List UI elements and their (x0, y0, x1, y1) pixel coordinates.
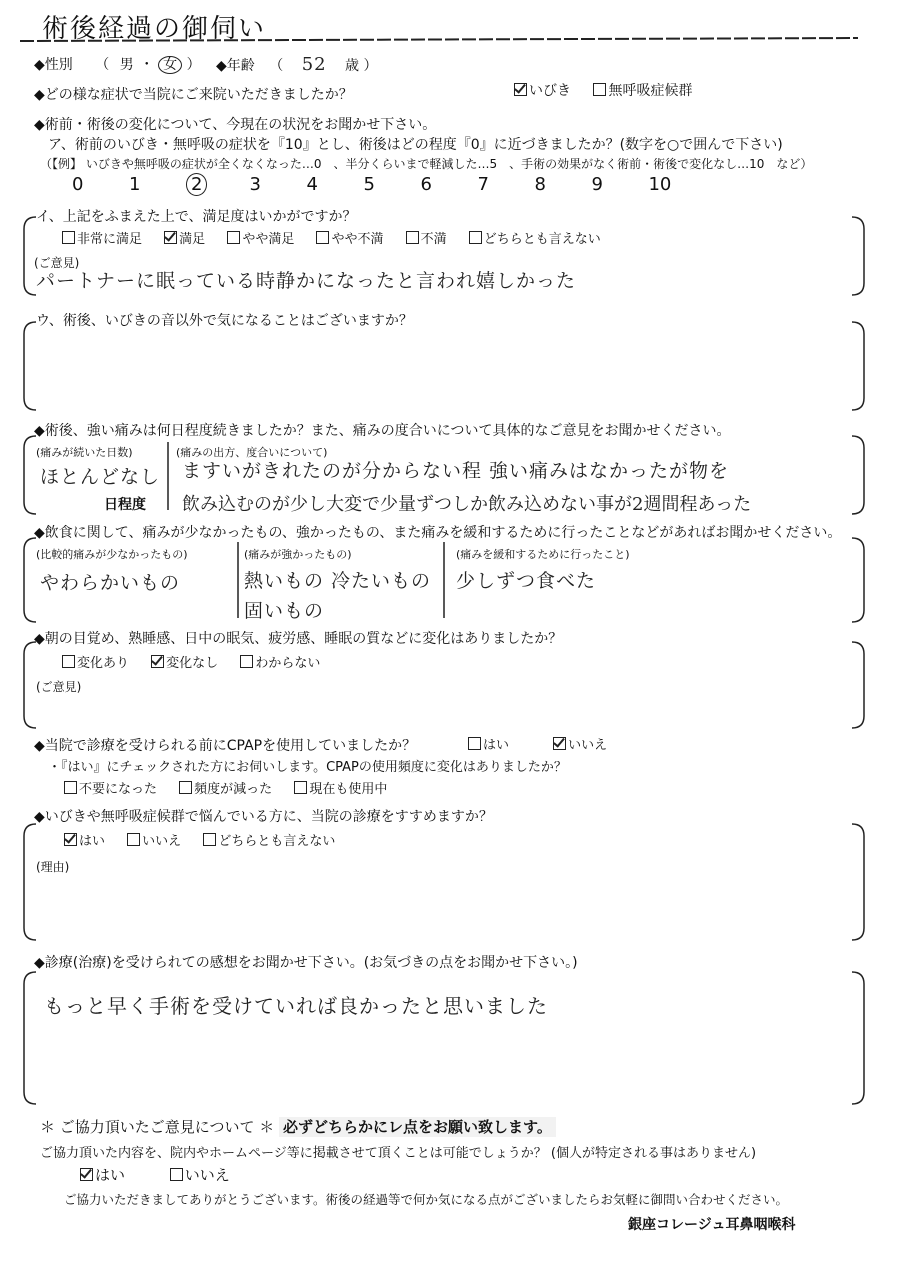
option-somewhat-dissatisfied[interactable]: やや不満 (316, 228, 383, 247)
option-snoring[interactable]: いびき (514, 80, 571, 100)
q6-c3-label: (痛みを緩和するために行ったこと) (456, 548, 630, 561)
scale-6[interactable]: 6 (420, 174, 432, 195)
scale-7[interactable]: 7 (477, 174, 489, 195)
q3-opinion-label: (ご意見) (34, 256, 80, 270)
scale-2[interactable]: 2 (186, 173, 207, 196)
q5-days-unit: 日程度 (104, 497, 146, 513)
scale-10[interactable]: 10 (648, 174, 672, 195)
q2-scale (72, 173, 705, 196)
option-very-satisfied[interactable]: 非常に満足 (62, 228, 142, 247)
q6-c2-line2[interactable]: 固いもの (244, 600, 325, 622)
checkbox-icon (170, 1168, 183, 1181)
q2-example: （【例】 いびきや無呼吸の症状が全くなくなった…0 、半分くらいまで軽減した…5 、手術の効果がなく術前・術後で変化なし…10 など） (40, 157, 813, 171)
option-satisfied[interactable]: 満足 (164, 228, 205, 247)
q1-text: ◆どの様な症状で当院にご来院いただきましたか？ (34, 87, 353, 103)
q5-text: ◆術後、強い痛みは何日程度続きましたか？また、痛みの度合いについて具体的なご意見をお聞かせください。 (34, 423, 731, 439)
q5-detail-line1[interactable]: ますいがきれたのが分からない程 強い痛みはなかったが物を (182, 460, 730, 482)
q9-bracket (22, 822, 868, 942)
q2-sub: ア、術前のいびき・無呼吸の症状を『10』とし、術後はどの程度『0』に近づきましたか？(数字を○で囲んで下さい) (48, 137, 783, 153)
q8-sub: ・『はい』にチェックされた方にお伺いします。CPAPの使用頻度に変化はありましたか？ (48, 760, 567, 775)
scale-8[interactable]: 8 (534, 174, 546, 195)
scale-4[interactable]: 4 (306, 174, 318, 195)
checkbox-icon (80, 1168, 93, 1181)
q10-text: ◆診療(治療)を受けられての感想をお聞かせ下さい。(お気づきの点をお聞かせ下さい。) (34, 955, 578, 971)
q6-bracket (22, 536, 868, 624)
scale-0[interactable]: 0 (72, 174, 84, 195)
option-still-using[interactable]: 現在も使用中 (294, 778, 387, 797)
option-publish-no[interactable]: いいえ (170, 1164, 230, 1185)
option-less-frequent[interactable]: 頻度が減った (179, 778, 272, 797)
footer-question: ご協力頂いた内容を、院内やホームページ等に掲載させて頂くことは可能でしょうか？ (個人が特定される事はありません) (40, 1146, 757, 1161)
scale-5[interactable]: 5 (363, 174, 375, 195)
footer-thanks: ご協力いただきましてありがとうございます。術後の経過等で何か気になる点がございましたらお気軽に御問い合わせください。 (64, 1192, 789, 1207)
option-not-needed[interactable]: 不要になった (64, 778, 157, 797)
q5-days-label: (痛みが続いた日数) (36, 446, 133, 459)
page-title: 術後経過の御伺い (42, 14, 267, 44)
q3-opinion[interactable]: パートナーに眠っている時静かになったと言われ嬉しかった (36, 270, 577, 292)
option-recommend-no[interactable]: いいえ (127, 830, 181, 849)
title-underline (20, 36, 860, 44)
option-somewhat-satisfied[interactable]: やや満足 (227, 228, 294, 247)
checkbox-icon (468, 737, 481, 750)
q4-bracket (22, 320, 868, 412)
option-neither[interactable]: どちらとも言えない (469, 228, 601, 247)
checkbox-icon (514, 83, 527, 96)
option-dissatisfied[interactable]: 不満 (406, 228, 447, 247)
option-cpap-yes[interactable]: はい (468, 734, 509, 753)
clinic-name: 銀座コレージュ耳鼻咽喉科 (628, 1217, 796, 1233)
q8-sub-options (64, 778, 405, 797)
q7-text: ◆朝の目覚め、熟睡感、日中の眠気、疲労感、睡眠の質などに変化はありましたか？ (34, 631, 563, 647)
q7-bracket (22, 640, 868, 730)
q6-c1[interactable]: やわらかいもの (40, 572, 181, 594)
q9-text: ◆いびきや無呼吸症候群で悩んでいる方に、当院の診療をすすめますか？ (34, 809, 493, 825)
age-value[interactable]: 52 (301, 54, 327, 75)
option-no-change[interactable]: 変化なし (151, 652, 218, 671)
q2-text: ◆術前・術後の変化について、今現在の状況をお聞かせ下さい。 (34, 117, 437, 133)
q10-bracket (22, 970, 868, 1106)
q8-text: ◆当院で診療を受けられる前にCPAPを使用していましたか？ (34, 738, 417, 754)
q6-c1-label: (比較的痛みが少なかったもの) (36, 548, 188, 561)
option-recommend-neither[interactable]: どちらとも言えない (203, 830, 335, 849)
age-row: ◆年齢 （ 52 歳 ） (216, 54, 378, 75)
q3-bracket (22, 215, 868, 297)
q6-c2-line1[interactable]: 熱いもの 冷たいもの (244, 570, 432, 592)
option-unknown[interactable]: わからない (240, 652, 320, 671)
q5-detail-label: (痛みの出方、度合いについて) (176, 446, 328, 459)
q8-options (468, 734, 625, 753)
scale-3[interactable]: 3 (249, 174, 261, 195)
checkbox-icon (593, 83, 606, 96)
option-apnea[interactable]: 無呼吸症候群 (593, 80, 692, 100)
footer-heading-bold: 必ずどちらかにレ点をお願い致します。 (279, 1117, 556, 1137)
checkbox-icon (553, 737, 566, 750)
q5-bracket (22, 434, 868, 516)
option-changed[interactable]: 変化あり (62, 652, 129, 671)
q10-answer[interactable]: もっと早く手術を受けていれば良かったと思いました (44, 994, 548, 1018)
gender-row: ◆性別 （ 男 ・ 女 ） (34, 57, 201, 73)
q9-reason-label: (理由) (36, 860, 70, 874)
gender-label: ◆性別 (34, 57, 73, 73)
q5-detail-line2[interactable]: 飲み込むのが少し大変で少量ずつしか飲み込めない事が2週間程あった (182, 494, 752, 515)
scale-9[interactable]: 9 (591, 174, 603, 195)
q5-days[interactable]: ほとんどなし (40, 466, 161, 488)
checkbox-icon (294, 781, 307, 794)
gender-female[interactable]: 女 (158, 56, 182, 74)
gender-male[interactable]: 男 (119, 57, 134, 73)
option-recommend-yes[interactable]: はい (64, 830, 105, 849)
age-unit: 歳 (345, 58, 360, 74)
footer-options (80, 1164, 248, 1185)
checkbox-icon (179, 781, 192, 794)
q6-c2-label: (痛みが強かったもの) (244, 548, 352, 561)
q6-text: ◆飲食に関して、痛みが少なかったもの、強かったもの、また痛みを緩和するために行ったことなどがあればお聞かせください。 (34, 525, 842, 541)
option-publish-yes[interactable]: はい (80, 1164, 125, 1185)
q7-opinion-label: (ご意見) (36, 680, 82, 694)
q6-c3[interactable]: 少しずつ食べた (456, 570, 597, 592)
q3-text: イ、上記をふまえた上で、満足度はいかがですか？ (36, 209, 357, 225)
footer-heading: ＊ ご協力頂いたご意見について ＊ 必ずどちらかにレ点をお願い致します。 (40, 1116, 556, 1137)
option-cpap-no[interactable]: いいえ (553, 734, 607, 753)
q1-options (514, 80, 710, 100)
q4-text: ウ、術後、いびきの音以外で気になることはございますか？ (36, 313, 413, 329)
scale-1[interactable]: 1 (129, 174, 141, 195)
checkbox-icon (64, 781, 77, 794)
age-label: ◆年齢 (216, 58, 255, 74)
